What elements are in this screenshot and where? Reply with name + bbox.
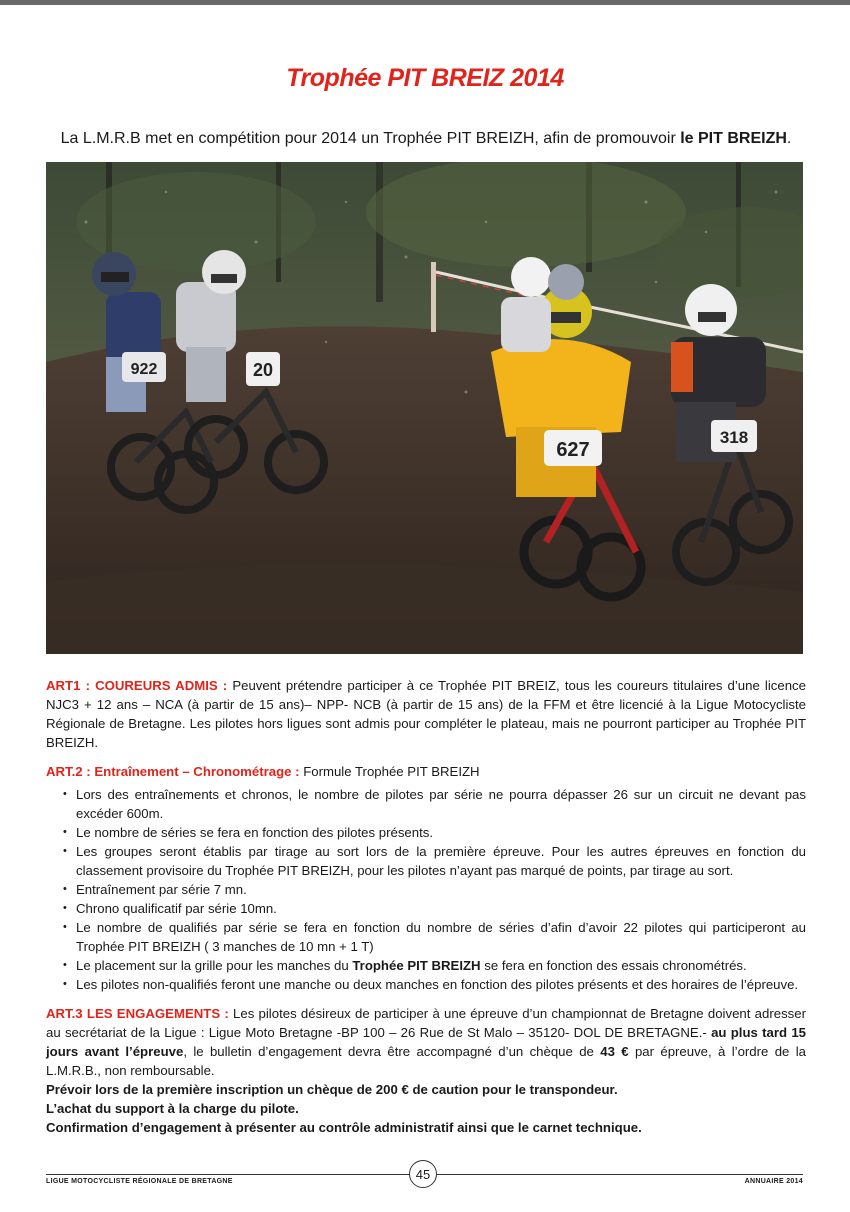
item7-pre: Le placement sur la grille pour les manches du	[76, 958, 353, 973]
list-item: • Les pilotes non-qualifiés feront une manche ou deux manches en fonction des pilotes présents et des horaires de l’épreuve.	[76, 975, 806, 994]
list-item: • Entraînement par série 7 mn.	[76, 880, 806, 899]
art1-title: ART1 : COUREURS ADMIS :	[46, 678, 228, 693]
item7-post: se fera en fonction des essais chronométrés.	[480, 958, 747, 973]
motocross-photo	[46, 162, 803, 654]
list-item: • Chrono qualificatif par série 10mn.	[76, 899, 806, 918]
intro-bold: le PIT BREIZH	[680, 130, 787, 147]
page-number: 45	[409, 1160, 437, 1188]
intro-paragraph	[46, 130, 806, 148]
art1-text: Peuvent prétendre participer à ce Trophée PIT BREIZ, tous les coureurs titulaires d’une licence NJC3 + 12 ans – NCA (à partir de 15 ans)– NPP- NCB (à partir de 15 ans) de la FFM et être licencié à la Ligue Motocycliste Régionale de Bretagne. Les pilotes hors ligues sont admis pour compléter le plateau, mais ne pourront participer au Trophée PIT BREIZH.	[46, 678, 806, 750]
page-footer	[46, 1160, 803, 1188]
item7-bold: Trophée PIT BREIZH	[352, 958, 481, 973]
list-item: • Le nombre de séries se fera en fonction des pilotes présents.	[76, 823, 806, 842]
list-item: • Le nombre de qualifiés par série se fera en fonction du nombre de séries d’afin d’avoir 22 pilotes qui participeront au Trophée PIT BREIZH ( 3 manches de 10 mn + 1 T)	[76, 918, 806, 956]
art3-text1: Les pilotes désireux de participer à une épreuve d’un championnat de Bretagne doivent adresser au secrétariat de la Ligue : Ligue Moto Bretagne -BP 100 – 26 Rue de St Malo – 35120- DOL DE BRETAGNE.-	[46, 1006, 806, 1040]
art3-line1: Prévoir lors de la première inscription un chèque de 200 € de caution pour le transpondeur.	[46, 1082, 618, 1097]
art3-bold1: au plus tard 15 jours avant l’épreuve	[46, 1025, 806, 1059]
plate-318: 318	[719, 428, 749, 447]
plate-627: 627	[556, 439, 590, 461]
art2-title: ART.2 : Entraînement – Chronométrage :	[46, 764, 300, 779]
art3-line3: Confirmation d’engagement à présenter au contrôle administratif ainsi que le carnet technique.	[46, 1120, 642, 1135]
list-item: • Les groupes seront établis par tirage au sort lors de la première épreuve. Pour les autres épreuves en fonction du classement provisoire du Trophée PIT BREIZH, pour les pilotes n’ayant pas marqué de points, par tirage au sort.	[76, 842, 806, 880]
art1-paragraph	[46, 676, 806, 752]
art3-paragraph	[46, 1004, 806, 1080]
plate-922: 922	[130, 361, 158, 378]
art3-text2: , le bulletin d’engagement devra être accompagné d’un chèque de	[183, 1044, 601, 1059]
list-item: • Lors des entraînements et chronos, le nombre de pilotes par série ne pourra dépasser 26 sur un circuit ne devant pas excéder 600m.	[76, 785, 806, 823]
list-item	[76, 956, 806, 975]
art3-title: ART.3 LES ENGAGEMENTS :	[46, 1006, 229, 1021]
art3-text3: par épreuve, à l’ordre de la L.M.R.B., non remboursable.	[46, 1044, 806, 1078]
art2-list	[46, 785, 806, 994]
art3-bold2: 43 €	[600, 1044, 629, 1059]
top-rule	[0, 0, 850, 5]
page-title: Trophée PIT BREIZ 2014	[286, 64, 564, 92]
intro-text: La L.M.R.B met en compétition pour 2014 un Trophée PIT BREIZH, afin de promouvoir	[60, 130, 681, 147]
plate-20: 20	[252, 360, 274, 380]
rules-body	[46, 676, 806, 1137]
art2-paragraph	[46, 762, 806, 781]
art2-text: Formule Trophée PIT BREIZH	[299, 764, 480, 779]
intro-end: .	[786, 130, 792, 147]
footer-league-name: LIGUE MOTOCYCLISTE RÉGIONALE DE BRETAGNE	[46, 1178, 233, 1185]
footer-annuaire: ANNUAIRE 2014	[744, 1178, 803, 1185]
art3-line2: L’achat du support à la charge du pilote.	[46, 1101, 299, 1116]
